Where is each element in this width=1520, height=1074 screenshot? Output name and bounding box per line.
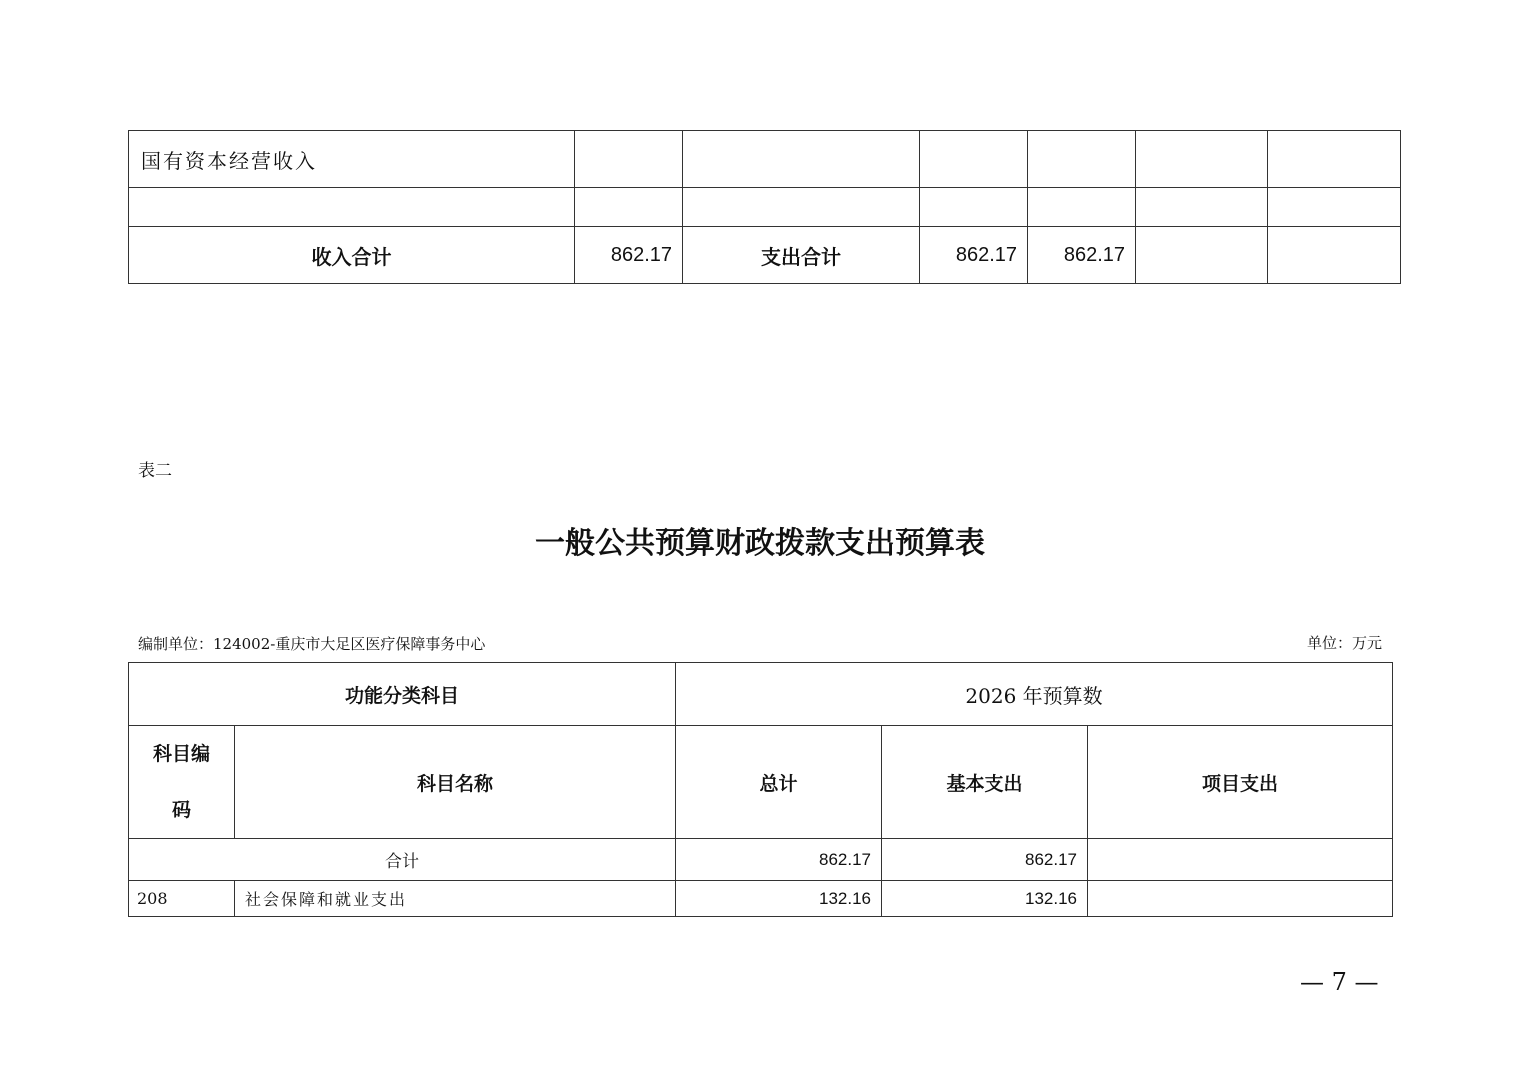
page-number: — 7 — [1300, 968, 1379, 996]
table-label: 表二 [138, 461, 172, 481]
table-row-total [129, 839, 1393, 881]
table-cell [575, 131, 683, 188]
table-row [129, 131, 1401, 188]
header-budget-year: 2026 年预算数 [676, 663, 1393, 726]
table-cell [683, 131, 920, 188]
table-row [129, 188, 1401, 227]
table-header-row [129, 726, 1393, 839]
table-header-row [129, 663, 1393, 726]
table-cell [920, 188, 1028, 227]
table-cell [1268, 227, 1401, 284]
header-subject-code [129, 726, 235, 839]
prep-unit: 编制单位：124002-重庆市大足区医疗保障事务中心 [138, 635, 486, 653]
table-cell: 国有资本经营收入 [129, 131, 575, 188]
table-cell [1136, 131, 1268, 188]
table-cell [1268, 131, 1401, 188]
expense-total-label: 支出合计 [683, 227, 920, 284]
table-cell [1136, 188, 1268, 227]
header-subject-code-line1: 科目编 [152, 743, 210, 765]
basic-value: 862.17 [882, 839, 1088, 881]
header-subject-name: 科目名称 [235, 726, 676, 839]
table-cell [1028, 131, 1136, 188]
table-cell [920, 131, 1028, 188]
header-project-expenditure: 项目支出 [1088, 726, 1393, 839]
header-functional-classification: 功能分类科目 [129, 663, 676, 726]
table-cell [683, 188, 920, 227]
expense-total-value: 862.17 [1028, 227, 1136, 284]
table-cell [129, 188, 575, 227]
table-cell [575, 188, 683, 227]
page-title: 一般公共预算财政拨款支出预算表 [535, 526, 985, 561]
subject-name: 社会保障和就业支出 [235, 881, 676, 917]
income-expense-table [128, 130, 1401, 284]
header-basic-expenditure: 基本支出 [882, 726, 1088, 839]
table-cell [1268, 188, 1401, 227]
table-row-total [129, 227, 1401, 284]
total-value: 132.16 [676, 881, 882, 917]
table-cell [1136, 227, 1268, 284]
expense-total-value: 862.17 [920, 227, 1028, 284]
header-total: 总计 [676, 726, 882, 839]
table-cell [1028, 188, 1136, 227]
project-value [1088, 881, 1393, 917]
basic-value: 132.16 [882, 881, 1088, 917]
subject-code: 208 [129, 881, 235, 917]
table-row [129, 881, 1393, 917]
expenditure-budget-table [128, 662, 1393, 917]
income-total-label: 收入合计 [129, 227, 575, 284]
header-subject-code-line2: 码 [171, 799, 191, 821]
project-value [1088, 839, 1393, 881]
income-total-value: 862.17 [575, 227, 683, 284]
total-label: 合计 [129, 839, 676, 881]
unit-label: 单位：万元 [1306, 634, 1382, 652]
total-value: 862.17 [676, 839, 882, 881]
